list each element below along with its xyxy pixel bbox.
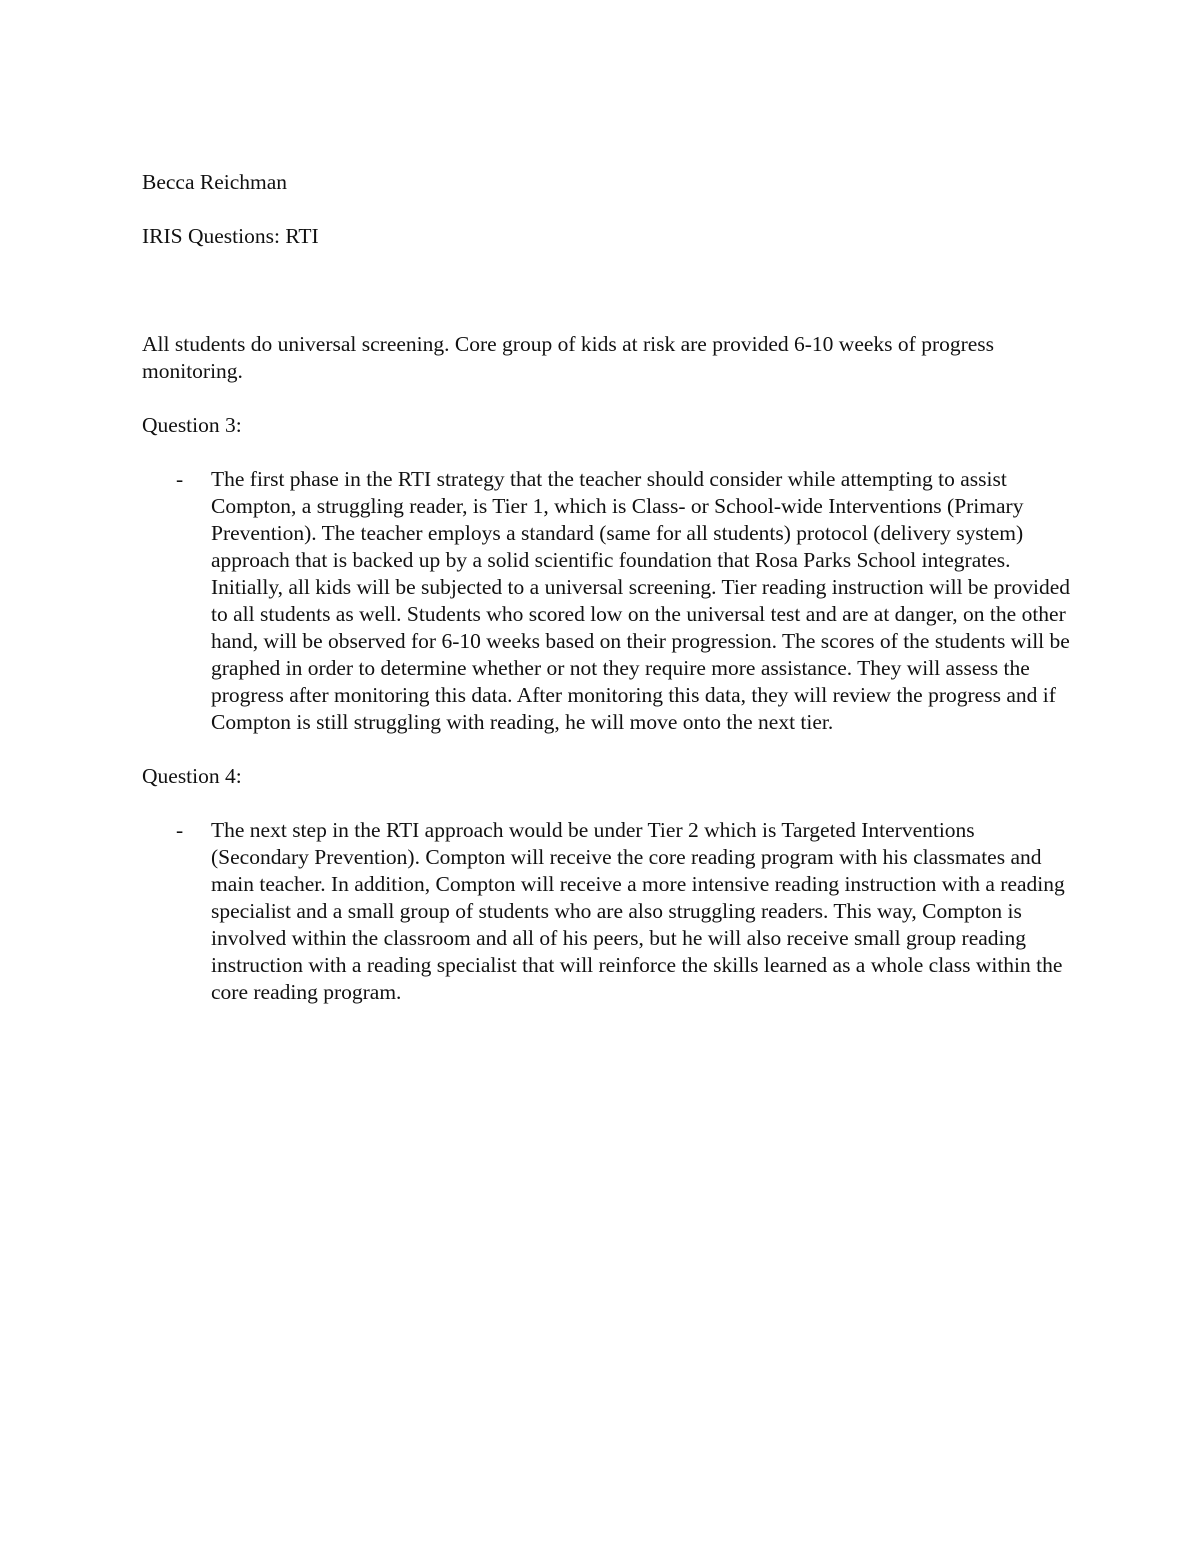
question-3-answer-list xyxy=(142,466,1072,736)
question-4-answer-list xyxy=(142,817,1072,1006)
question-4-answer xyxy=(142,817,1072,1006)
question-3-answer-text: The first phase in the RTI strategy that the teacher should consider while attempting to assist Compton, a struggling reader, is Tier 1, which is Class- or School-wide Interventions (Primary Prevention). The teacher employs a standard (same for all students) protocol (delivery system) approach that is backed up by a solid scientific foundation that Rosa Parks School integrates. Initially, all kids will be subjected to a universal screening. Tier reading instruction will be provided to all students as well. Students who scored low on the universal test and are at danger, on the other hand, will be observed for 6-10 weeks based on their progression. The scores of the students will be graphed in order to determine whether or not they require more assistance. They will assess the progress after monitoring this data. After monitoring this data, they will review the progress and if Compton is still struggling with reading, he will move onto the next tier. xyxy=(211,467,1071,734)
document-body xyxy=(142,169,1072,1033)
author-name: Becca Reichman xyxy=(142,170,288,194)
question-3-heading: Question 3: xyxy=(142,413,242,437)
document-title: IRIS Questions: RTI xyxy=(142,224,319,248)
list-dash-marker: - xyxy=(176,467,184,491)
intro-paragraph: All students do universal screening. Core group of kids at risk are provided 6-10 weeks of progress monitoring. xyxy=(142,332,995,383)
question-4-heading: Question 4: xyxy=(142,764,242,788)
list-dash-marker: - xyxy=(176,818,184,842)
question-3-answer xyxy=(142,466,1072,736)
question-4-answer-text: The next step in the RTI approach would be under Tier 2 which is Targeted Interventions (Secondary Prevention). Compton will receive the core reading program with his classmates and main teacher. In addition, Compton will receive a more intensive reading instruction with a reading specialist and a small group of students who are also struggling readers. This way, Compton is involved within the classroom and all of his peers, but he will also receive small group reading instruction with a reading specialist that will reinforce the skills learned as a whole class within the core reading program. xyxy=(211,818,1065,1004)
